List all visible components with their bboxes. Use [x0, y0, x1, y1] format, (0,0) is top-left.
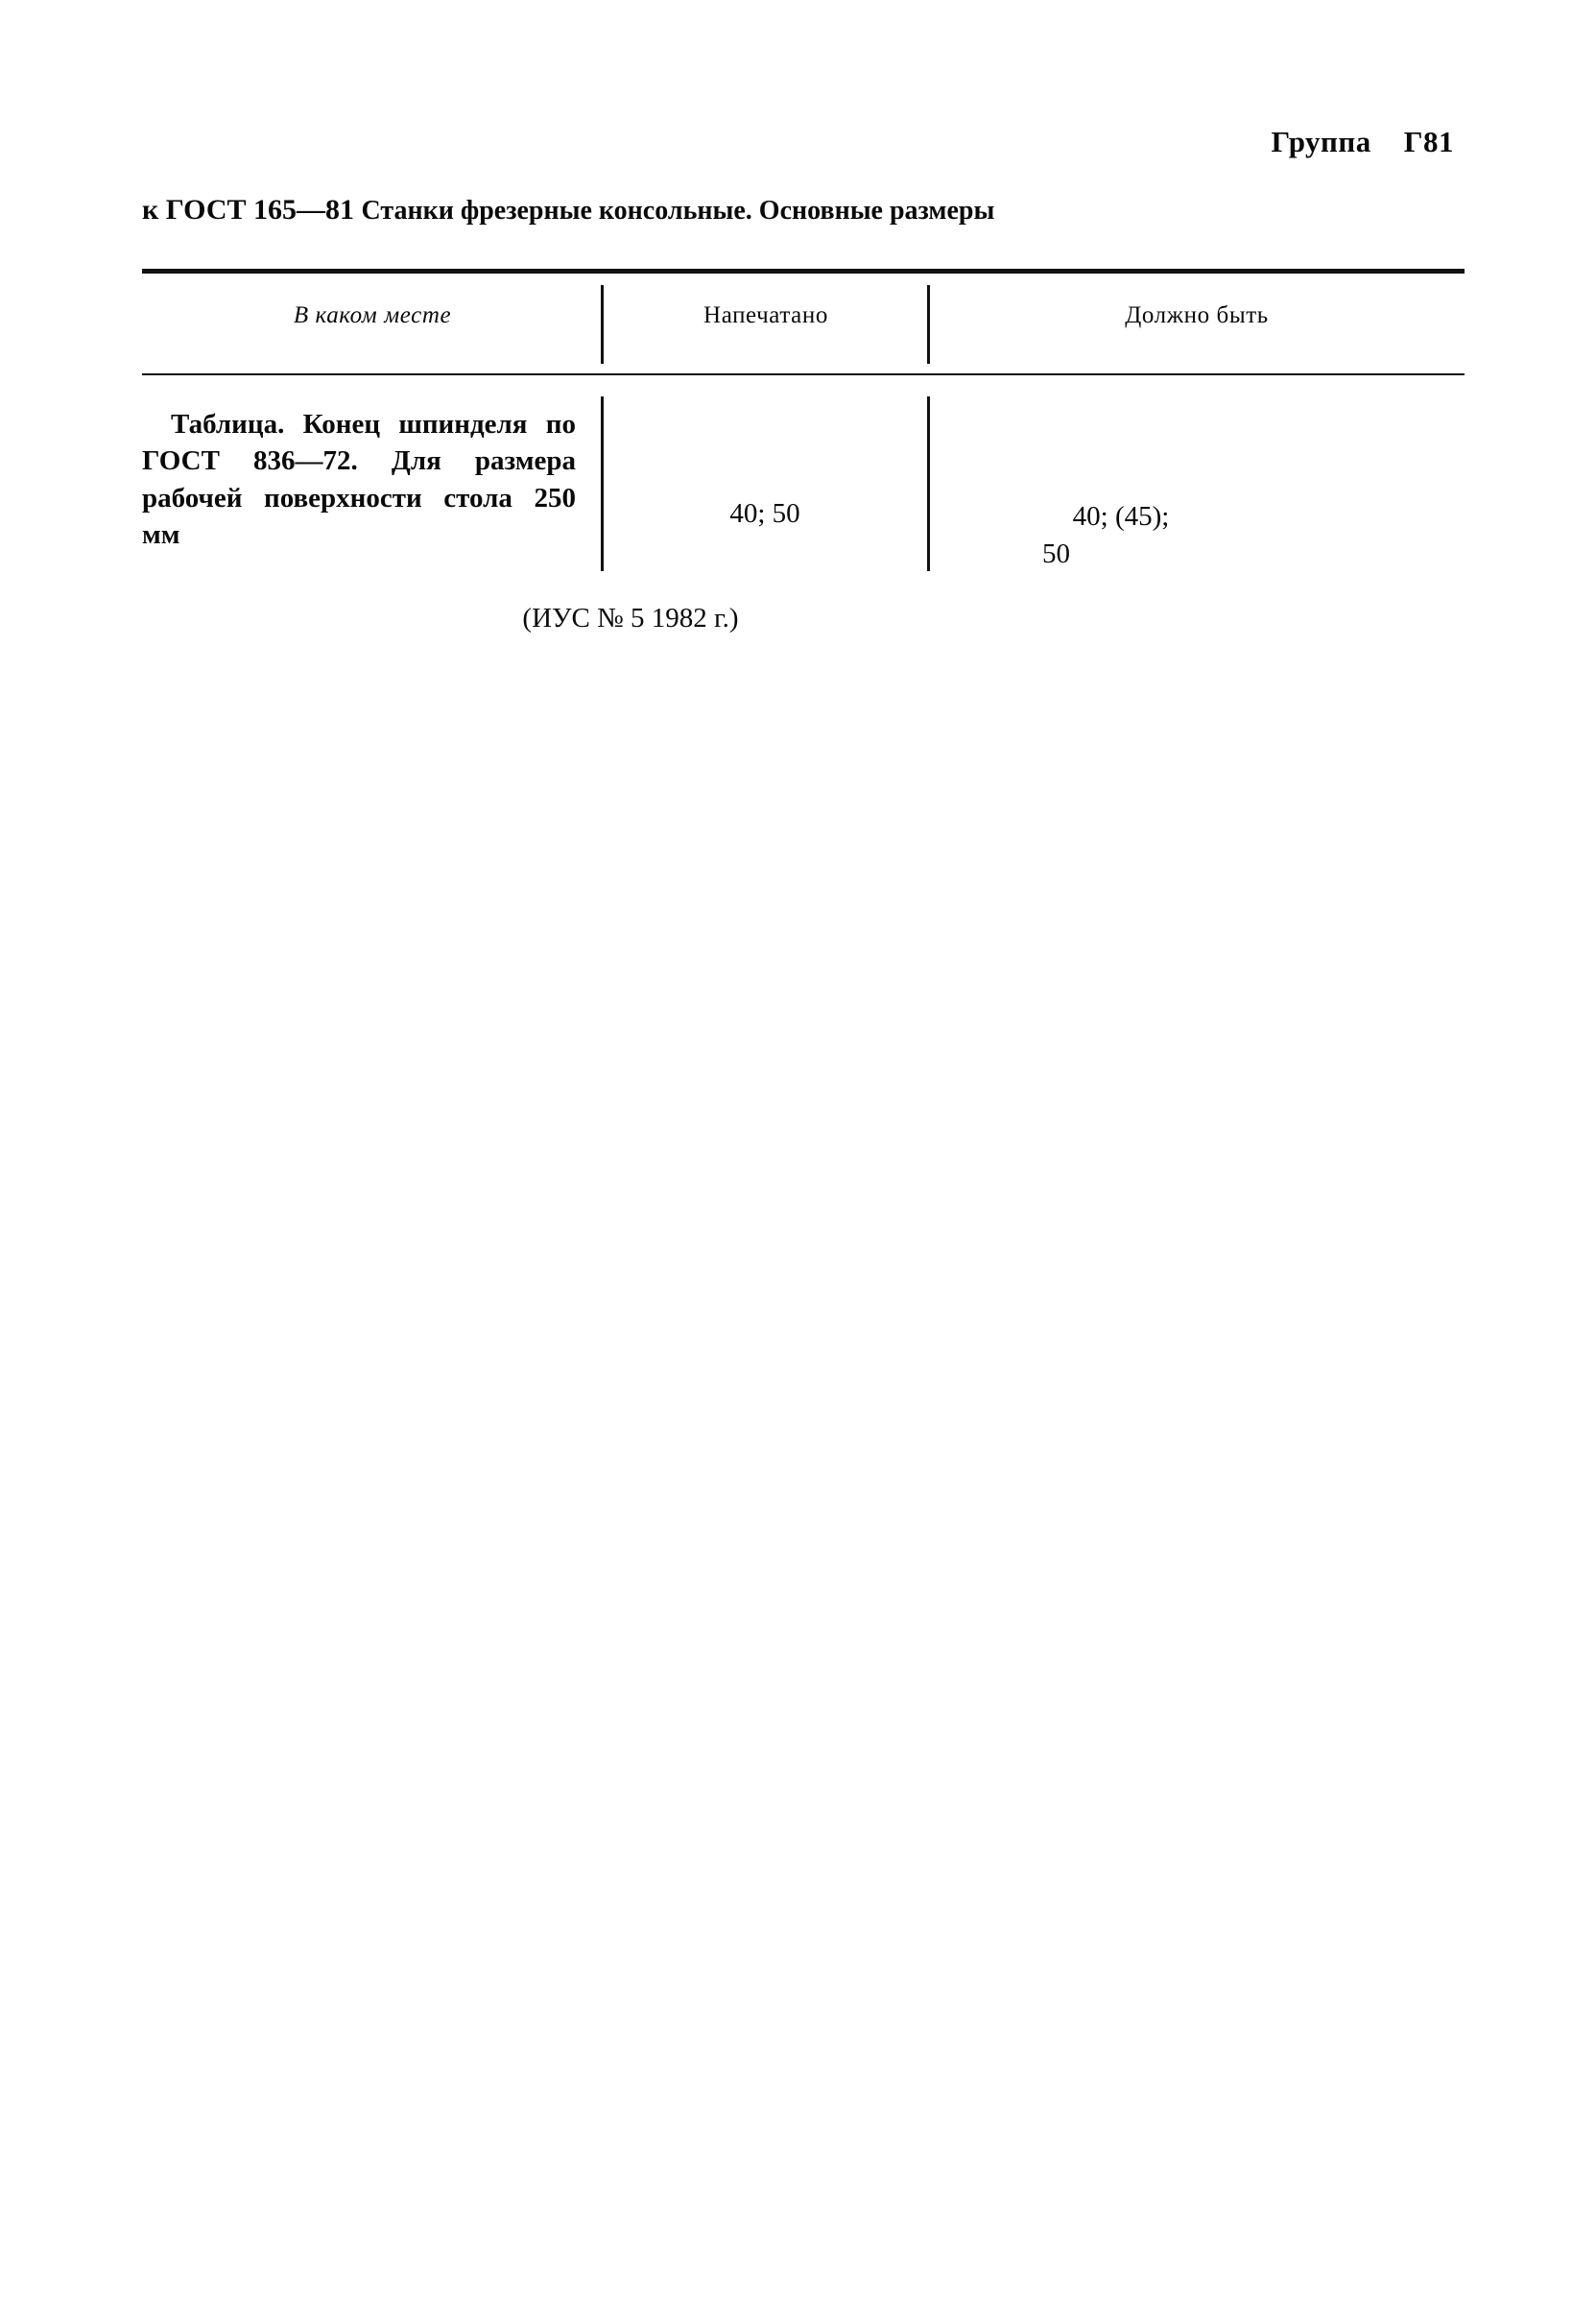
- cell-should-be: [929, 498, 1313, 573]
- group-label: Группа: [1271, 125, 1371, 158]
- title-standard: ГОСТ 165—81: [165, 194, 355, 226]
- cell-printed: 40; 50: [729, 498, 800, 529]
- group-marker: [1271, 125, 1454, 159]
- cell-place: [142, 406, 576, 553]
- table-header-row: [142, 274, 1465, 373]
- page-title: [142, 194, 1462, 227]
- cell-should-be-line1: 40; (45);: [1072, 501, 1170, 532]
- column-header-place: В каком месте: [293, 302, 452, 328]
- body-separator-1: [601, 396, 604, 571]
- title-prefix: к: [142, 194, 159, 226]
- cell-place-rest: Конец шпинделя по ГОСТ 836—72. Для размера рабочей поверхности стола 250 мм: [142, 409, 577, 550]
- amendment-table: [142, 269, 1465, 570]
- issue-footnote: (ИУС № 5 1982 г.): [522, 603, 739, 634]
- cell-should-be-line2: 50: [1042, 538, 1070, 570]
- cell-place-bold: Таблица.: [171, 409, 285, 440]
- column-header-should-be: Должно быть: [1125, 302, 1269, 328]
- group-code: Г81: [1403, 125, 1454, 158]
- column-header-printed: Напечатано: [703, 302, 828, 328]
- table-row: [142, 375, 1465, 570]
- title-rest: Станки фрезерные консольные. Основные размеры: [361, 196, 995, 226]
